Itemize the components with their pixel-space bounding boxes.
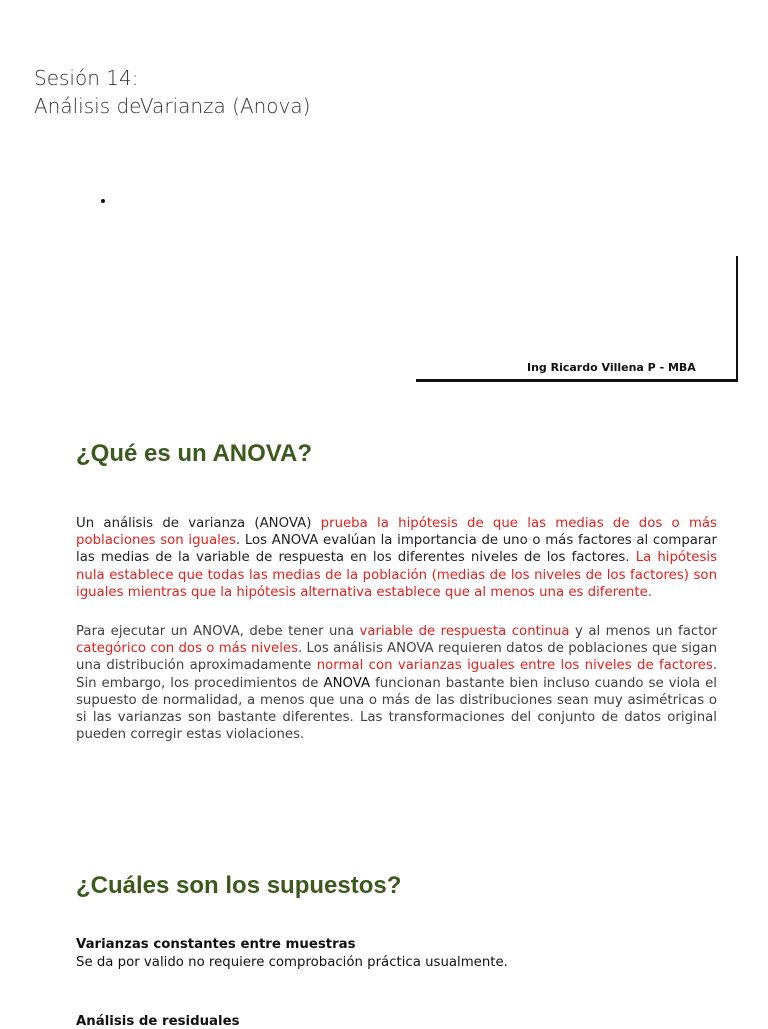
assumption-text-variances: Se da por valido no requiere comprobación práctica usualmente. <box>76 955 508 970</box>
anova-definition-paragraph <box>76 515 717 601</box>
text-run-anova: ANOVA <box>323 675 371 691</box>
topic-title: Análisis deVarianza (Anova) <box>34 94 311 118</box>
vertical-divider <box>736 256 738 382</box>
highlight-text: normal con varianzas iguales entre los niveles de factores <box>316 658 713 674</box>
slide-title <box>34 64 310 120</box>
assumption-title-variances: Varianzas constantes entre muestras <box>76 937 356 952</box>
horizontal-divider <box>416 379 738 382</box>
text-run: funcionan bastante bien incluso cuando se viola el supuesto de normalidad, a menos que una o más de las distribuciones sean muy asimétricas o si las varianzas son bastante diferentes. Las transformaciones del conjunto de datos original pueden corregir estas violaciones. <box>76 675 718 743</box>
text-run: . Sin embargo, los procedimientos de <box>76 658 717 691</box>
highlight-text: variable de respuesta continua <box>359 624 570 639</box>
bullet-dot <box>101 199 105 203</box>
author-label: Ing Ricardo Villena P - MBA <box>527 361 696 374</box>
text-run: . Los análisis ANOVA requieren datos de poblaciones que sigan una distribución aproximadamente <box>76 641 718 674</box>
text-run: Para ejecutar un ANOVA, debe tener una <box>76 624 360 639</box>
highlight-text: categórico con dos o más niveles <box>76 641 299 657</box>
heading-assumptions: ¿Cuáles son los supuestos? <box>76 872 402 899</box>
text-run: . Los ANOVA evalúan la importancia de uno o más factores al comparar las medias de la variable de respuesta en los diferentes niveles de los factores. <box>76 533 717 566</box>
text-run: Un análisis de varianza (ANOVA) <box>76 516 321 531</box>
anova-requirements-paragraph <box>76 623 717 743</box>
text-run: y al menos un factor <box>569 624 717 639</box>
assumption-title-residuals: Análisis de residuales <box>76 1014 240 1029</box>
heading-what-is-anova: ¿Qué es un ANOVA? <box>76 440 313 467</box>
highlight-text: prueba la hipótesis de que las medias de dos o más poblaciones son iguales <box>76 516 717 549</box>
session-title: Sesión 14: <box>34 66 139 90</box>
highlight-text: La hipótesis nula establece que todas las medias de la población (medias de los niveles de los factores) son iguales mientras que la hipótesis alternativa establece que al menos una es diferente. <box>76 550 718 600</box>
